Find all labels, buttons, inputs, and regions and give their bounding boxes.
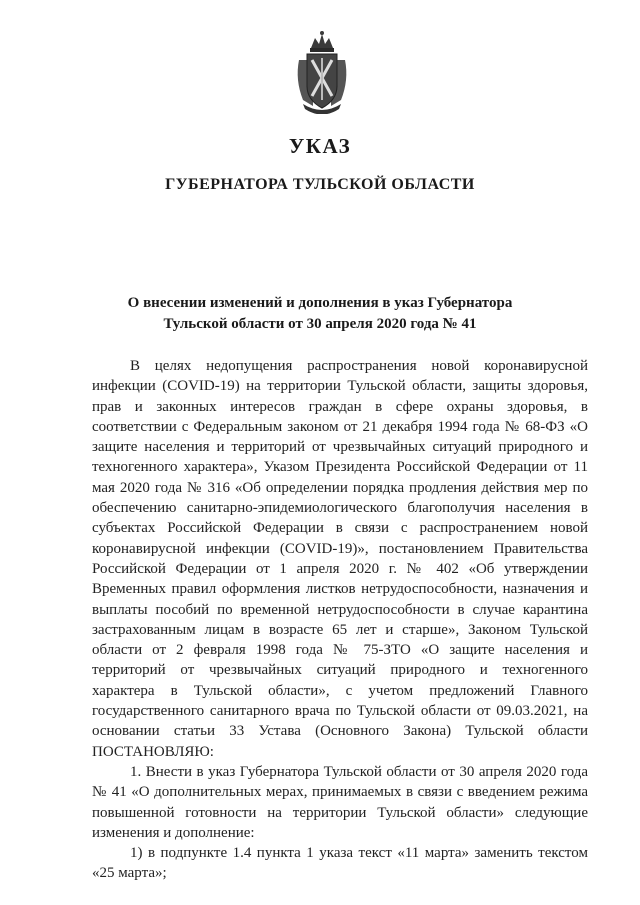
subject-line: Тульской области от 30 апреля 2020 года № 41 xyxy=(163,316,477,332)
preamble-paragraph: В целях недопущения распространения новой коронавирусной инфекции (COVID-19) на территории Тульской области, защиты здоровья, прав и законных интересов граждан в сфере охраны здоровья, в соответствии с Федеральным законом от 21 декабря 1994 года № 68-ФЗ «О защите населения и территорий от чрезвычайных ситуаций природного и техногенного характера», Указом Президента Российской Федерации от 11 мая 2020 года № 316 «Об определении порядка продления действия мер по обеспечению санитарно-эпидемиологического благополучия населения в субъектах Российской Федерации в связи с распространением новой коронавирусной инфекции (COVID-19)», постановлением Правительства Российской Федерации от 1 апреля 2020 г. № 402 «Об утверждении Временных правил оформления листков нетрудоспособности, назначения и выплаты пособий по временной нетрудоспособности в случае карантина застрахованным лицам в возрасте 65 лет и старше», Законом Тульской области от 2 февраля 1998 года № 75-ЗТО «О защите населения и территорий от чрезвычайных ситуаций природного и техногенного характера в Тульской области», с учетом предложений Главного государственного санитарного врача по Тульской области от 09.03.2021, на основании статьи 33 Устава (Основного Закона) Тульской области ПОСТАНОВЛЯЮ: xyxy=(92,358,588,760)
item-paragraph: 1. Внести в указ Губернатора Тульской области от 30 апреля 2020 года № 41 «О дополнительных мерах, принимаемых в связи с введением режима повышенной готовности на территории Тульской области» следующие изменения и дополнение: xyxy=(92,763,588,841)
document-type-title: УКАЗ xyxy=(288,134,352,158)
document-body xyxy=(92,356,588,884)
coat-of-arms-icon xyxy=(293,30,351,114)
subject-line: О внесении изменений и дополнения в указ Губернатора xyxy=(127,295,513,311)
subitem-paragraph: 1) в подпункте 1.4 пункта 1 указа текст «11 марта» заменить текстом «25 марта»; xyxy=(92,845,588,882)
document-subject xyxy=(100,293,540,335)
issuer-title: ГУБЕРНАТОРА ТУЛЬСКОЙ ОБЛАСТИ xyxy=(165,176,475,193)
